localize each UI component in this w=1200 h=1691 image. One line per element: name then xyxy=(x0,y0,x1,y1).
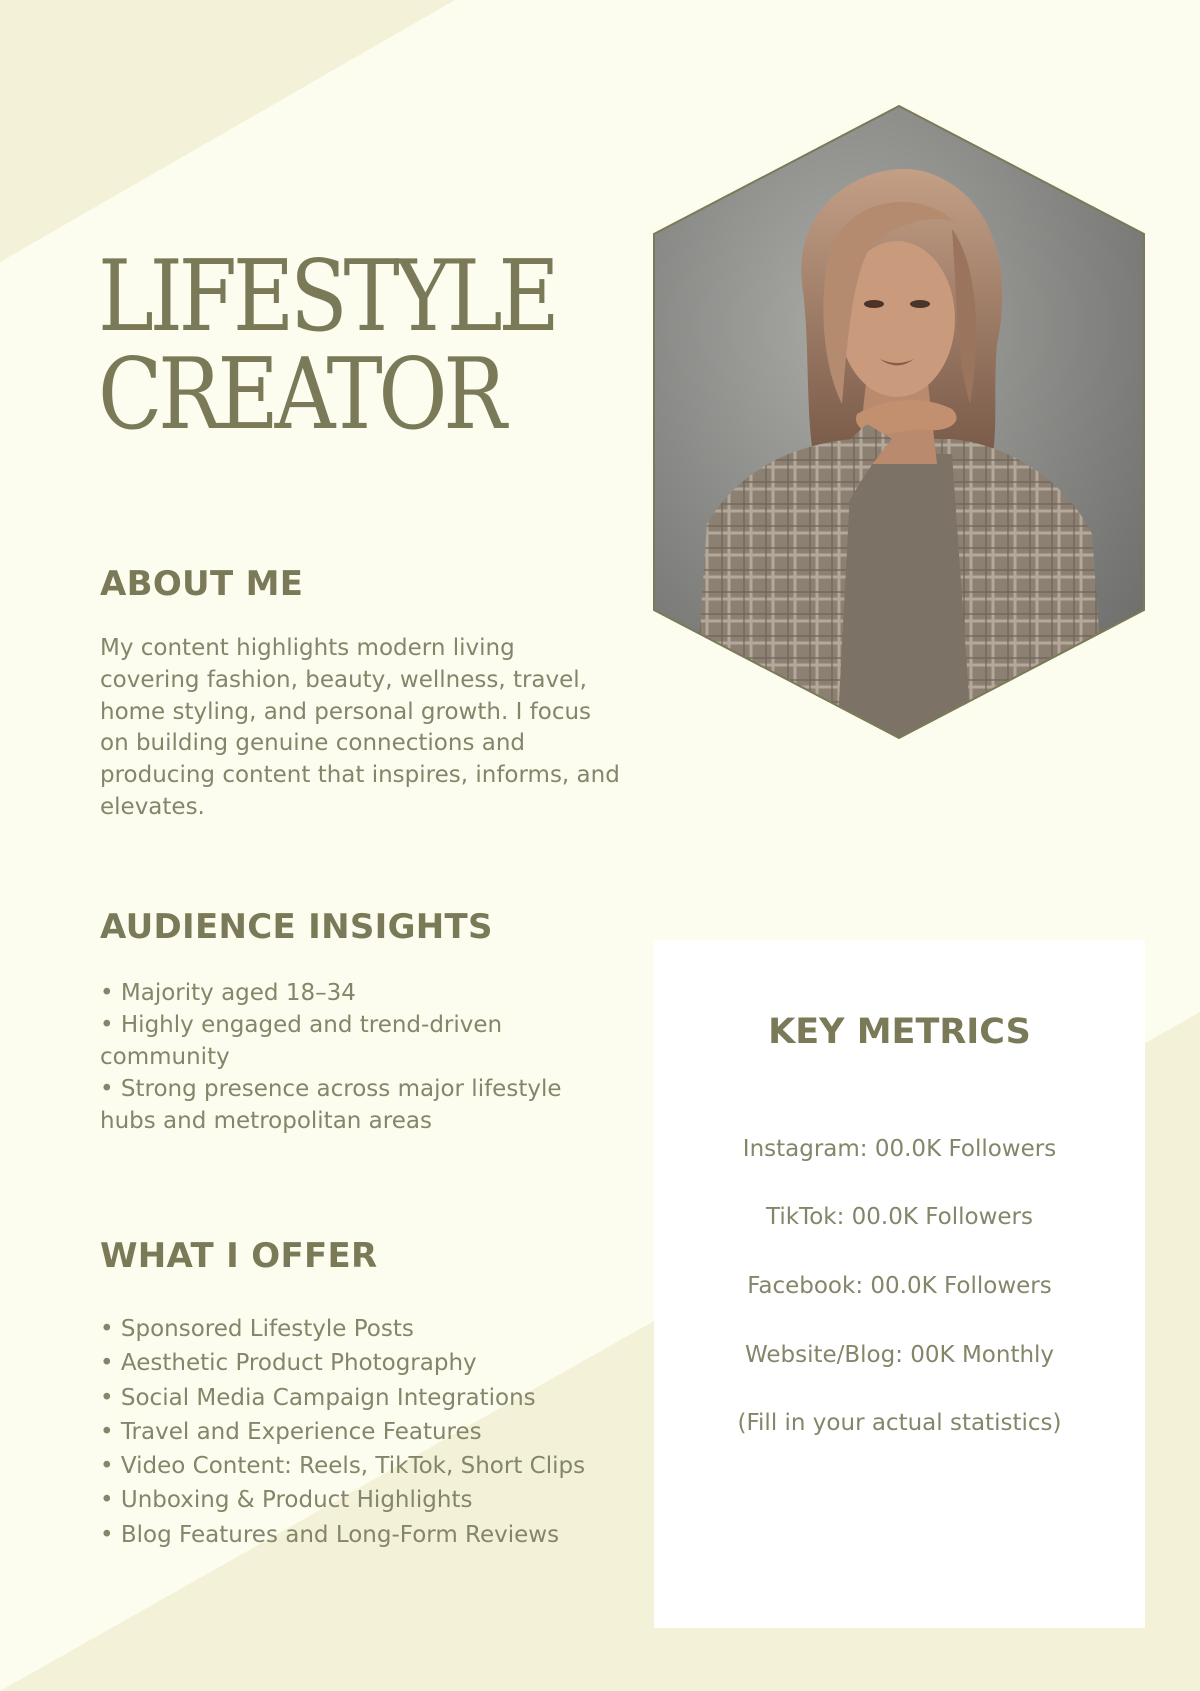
offer-list xyxy=(100,1312,640,1552)
list-item: • Travel and Experience Features xyxy=(100,1415,640,1449)
metric-website: Website/Blog: 00K Monthly xyxy=(744,1342,1055,1368)
metrics-note: (Fill in your actual statistics) xyxy=(737,1410,1062,1436)
list-item: • Strong presence across major lifestyle hubs and metropolitan areas xyxy=(100,1073,600,1137)
metric-instagram: Instagram: 00.0K Followers xyxy=(742,1136,1057,1162)
top-left-band xyxy=(0,0,455,262)
key-metrics-card xyxy=(654,940,1145,1628)
list-item: • Sponsored Lifestyle Posts xyxy=(100,1312,640,1346)
list-item: • Majority aged 18–34 xyxy=(100,977,600,1009)
audience-list xyxy=(100,977,600,1137)
list-item: • Highly engaged and trend-driven community xyxy=(100,1009,600,1073)
audience-heading: AUDIENCE INSIGHTS xyxy=(100,907,493,947)
list-item: • Video Content: Reels, TikTok, Short Clips xyxy=(100,1449,640,1483)
about-heading: ABOUT ME xyxy=(100,564,304,604)
metric-facebook: Facebook: 00.0K Followers xyxy=(747,1273,1052,1299)
metrics-heading: KEY METRICS xyxy=(768,1012,1031,1052)
title-line-1: LIFESTYLE xyxy=(98,240,556,354)
list-item: • Social Media Campaign Integrations xyxy=(100,1381,640,1415)
about-text: My content highlights modern living covering fashion, beauty, wellness, travel, home styling, and personal growth. I focus on building genuine connections and producing content that inspires, informs, and elevates. xyxy=(100,635,620,820)
portrait-photo xyxy=(652,104,1146,740)
portrait-icon xyxy=(652,104,1146,740)
list-item: • Aesthetic Product Photography xyxy=(100,1346,640,1380)
title-line-2: CREATOR xyxy=(98,338,503,452)
list-item: • Blog Features and Long-Form Reviews xyxy=(100,1518,640,1552)
list-item: • Unboxing & Product Highlights xyxy=(100,1483,640,1517)
offer-heading: WHAT I OFFER xyxy=(100,1236,378,1276)
metric-tiktok: TikTok: 00.0K Followers xyxy=(766,1204,1033,1230)
page-title xyxy=(98,240,556,452)
